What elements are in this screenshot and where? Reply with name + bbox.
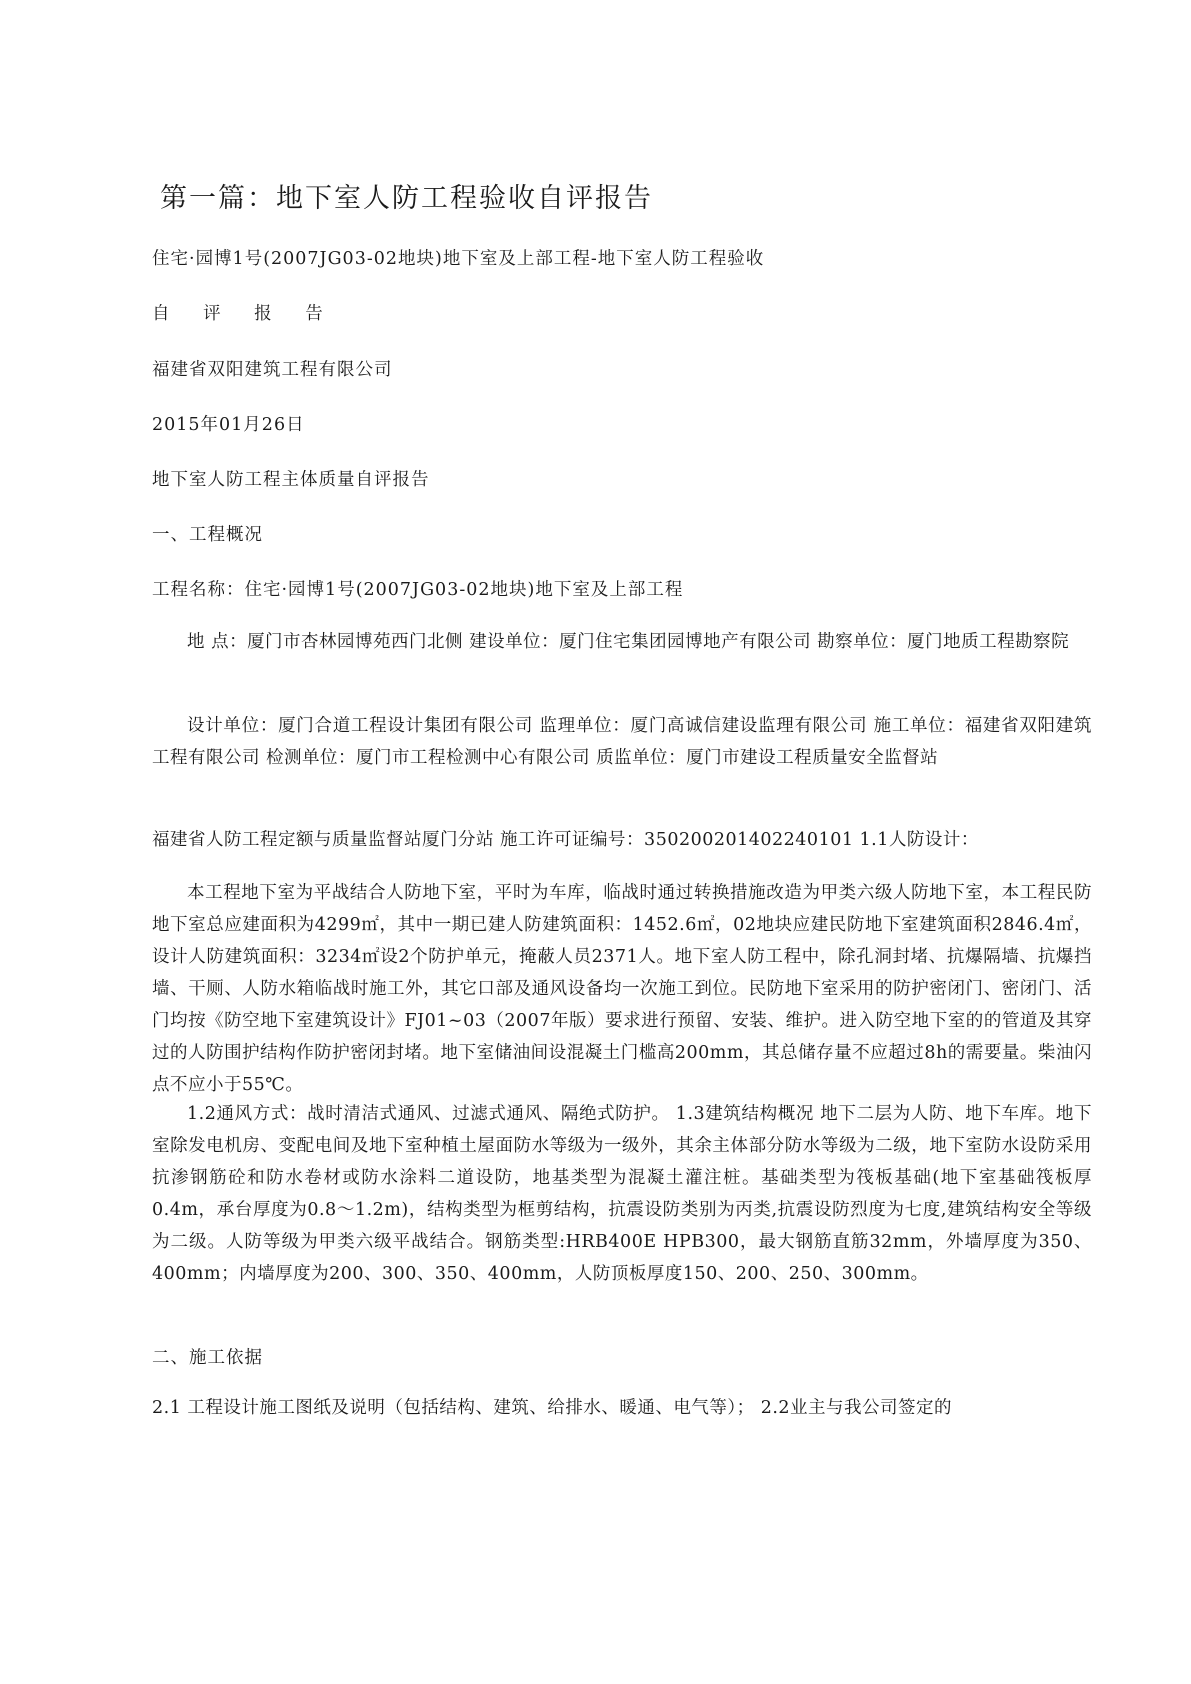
document-title: 第一篇：地下室人防工程验收自评报告 [160, 183, 653, 214]
basis-paragraph: 2.1 工程设计施工图纸及说明（包括结构、建筑、给排水、暖通、电气等）； 2.2业主与我公司签定的 [152, 1398, 953, 1418]
report-subtitle: 地下室人防工程主体质量自评报告 [152, 470, 430, 490]
report-label: 自 评 报 告 [152, 304, 337, 324]
section-1-heading: 一、工程概况 [152, 525, 263, 545]
location-paragraph: 地 点：厦门市杏林园博苑西门北侧 建设单位：厦门住宅集团园博地产有限公司 勘察单位：厦门地质工程勘察院 [187, 632, 1070, 652]
project-name: 工程名称：住宅·园博1号(2007JG03-02地块)地下室及上部工程 [152, 580, 684, 600]
structure-paragraph: 1.2通风方式：战时清洁式通风、过滤式通风、隔绝式防护。 1.3建筑结构概况 地下二层为人防、地下车库。地下室除发电机房、变配电间及地下室种植土屋面防水等级为一级外，其余主体部分防水等级为二级，地下室防水设防采用抗渗钢筋砼和防水卷材或防水涂料二道设防，地基类型为混凝土灌注桩。基础类型为筏板基础(地下室基础筏板厚0.4m，承台厚度为0.8～1.2m)，结构类型为框剪结构，抗震设防类别为丙类,抗震设防烈度为七度,建筑结构安全等级为二级。人防等级为甲类六级平战结合。钢筋类型:HRB400E HPB300，最大钢筋直筋32mm，外墙厚度为350、400mm；内墙厚度为200、300、350、400mm，人防顶板厚度150、200、250、300mm。 [152, 1104, 1092, 1284]
permit-paragraph: 福建省人防工程定额与质量监督站厦门分站 施工许可证编号：350200201402240101 1.1人防设计： [152, 830, 979, 850]
overview-paragraph: 本工程地下室为平战结合人防地下室，平时为车库，临战时通过转换措施改造为甲类六级人防地下室，本工程民防地下室总应建面积为4299㎡，其中一期已建人防建筑面积：1452.6㎡，02地块应建民防地下室建筑面积2846.4㎡，设计人防建筑面积：3234㎡设2个防护单元，掩蔽人员2371人。地下室人防工程中，除孔洞封堵、抗爆隔墙、抗爆挡墙、干厕、人防水箱临战时施工外，其它口部及通风设备均一次施工到位。民防地下室采用的防护密闭门、密闭门、活门均按《防空地下室建筑设计》FJ01~03（2007年版）要求进行预留、安装、维护。进入防空地下室的的管道及其穿过的人防围护结构作防护密闭封堵。地下室储油间设混凝土门槛高200mm，其总储存量不应超过8h的需要量。柴油闪点不应小于55℃。 [152, 883, 1092, 1095]
report-date: 2015年01月26日 [152, 415, 305, 435]
project-heading: 住宅·园博1号(2007JG03-02地块)地下室及上部工程-地下室人防工程验收 [152, 249, 765, 269]
company-name: 福建省双阳建筑工程有限公司 [152, 360, 393, 380]
section-2-heading: 二、施工依据 [152, 1348, 263, 1368]
design-units-paragraph: 设计单位：厦门合道工程设计集团有限公司 监理单位：厦门高诚信建设监理有限公司 施工单位：福建省双阳建筑工程有限公司 检测单位：厦门市工程检测中心有限公司 质监单位：厦门市建设工程质量安全监督站 [152, 716, 1092, 768]
